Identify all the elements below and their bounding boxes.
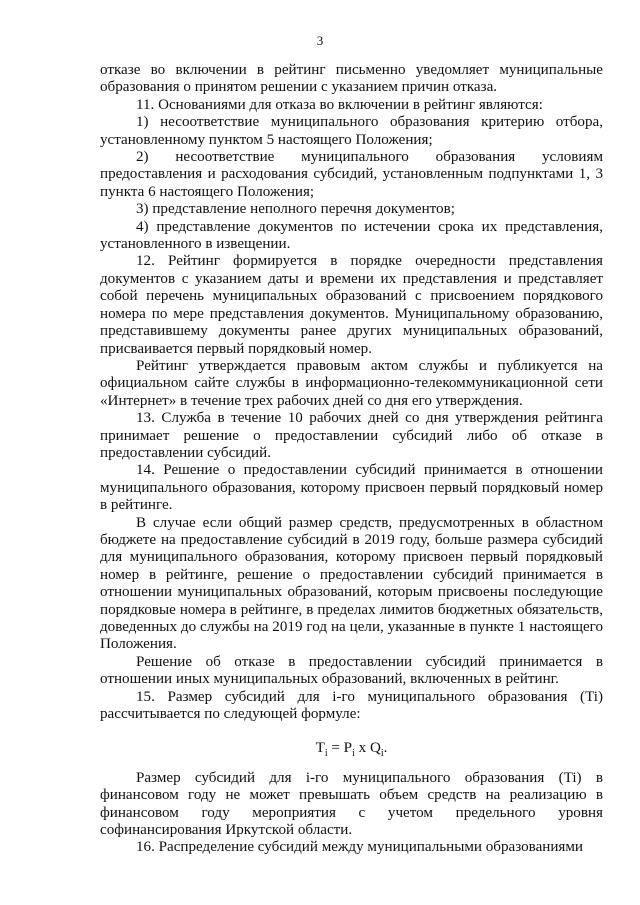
paragraph: 3) представление неполного перечня документов;	[136, 201, 455, 218]
paragraph: В случае если общий размер средств, предусмотренных в областном бюджете на предоставление субсидий в 2019 году, больше размера субсидий для муниципального образования, которому присвоен первый порядковый номер в рейтинге, решение о предоставлении субсидий принимается в отношении муниципальных образований, которым присвоены последующие порядковые номера в рейтинге, в пределах лимитов бюджетных обязательств, доведенных до службы на 2019 год на цели, указанные в пункте 1 настоящего Положения.	[100, 514, 603, 653]
formula-sub: i	[324, 748, 328, 760]
formula-eq: =	[327, 740, 344, 757]
formula-end: .	[383, 740, 388, 757]
paragraph: 1) несоответствие муниципального образования критерию отбора, установленному пунктом 5 настоящего Положения;	[100, 114, 603, 148]
paragraph: Решение об отказе в предоставлении субсидий принимается в отношении иных муниципальных образований, включенных в рейтинг.	[100, 653, 603, 688]
paragraph: 12. Рейтинг формируется в порядке очередности представления документов с указанием даты и времени их представления и представляет собой перечень муниципальных образований с присвоением порядкового номера по мере представления документов. Муниципальному образованию, представившему документы ранее других муниципальных образований, присваивается первый порядковый номер.	[100, 253, 603, 357]
paragraph: 13. Служба в течение 10 рабочих дней со дня утверждения рейтинга принимает решение о предоставлении субсидий либо об отказе в предоставлении субсидий.	[100, 410, 603, 461]
paragraph: 16. Распределение субсидий между муниципальными образованиями	[136, 839, 583, 856]
formula-sub: i	[352, 748, 355, 760]
paragraph: отказе во включении в рейтинг письменно уведомляет муниципальные образования о принятом решении с указанием причин отказа.	[100, 62, 603, 96]
paragraph: 2) несоответствие муниципального образования условиям предоставления и расходования субсидий, установленным подпунктами 1, 3 пункта 6 настоящего Положения;	[100, 149, 603, 200]
page-number: 3	[316, 33, 324, 48]
formula-q: Q	[369, 740, 381, 757]
paragraph: 15. Размер субсидий для i-го муниципального образования (Ti) рассчитывается по следующей формуле:	[100, 688, 603, 723]
formula-sub: i	[380, 748, 384, 760]
paragraph: 4) представление документов по истечении срока их представления, установленного в извещении.	[100, 218, 603, 253]
formula-p: P	[343, 740, 353, 757]
formula-x: x	[354, 740, 370, 757]
formula	[100, 740, 603, 762]
formula-t: T	[315, 740, 325, 757]
paragraph: 14. Решение о предоставлении субсидий принимается в отношении муниципального образования, которому присвоен первый порядковый номер в рейтинге.	[100, 462, 603, 514]
paragraph: Рейтинг утверждается правовым актом службы и публикуется на официальном сайте службы в информационно-телекоммуникационной сети «Интернет» в течение трех рабочих дней со дня его утверждения.	[100, 357, 603, 409]
paragraph: 11. Основаниями для отказа во включении в рейтинг являются:	[136, 96, 543, 113]
document-body	[100, 62, 603, 857]
paragraph: Размер субсидий для i-го муниципального образования (Ti) в финансовом году не может превышать объем средств на реализацию в финансовом году мероприятия с учетом предельного уровня софинансирования Иркутской области.	[100, 769, 603, 839]
